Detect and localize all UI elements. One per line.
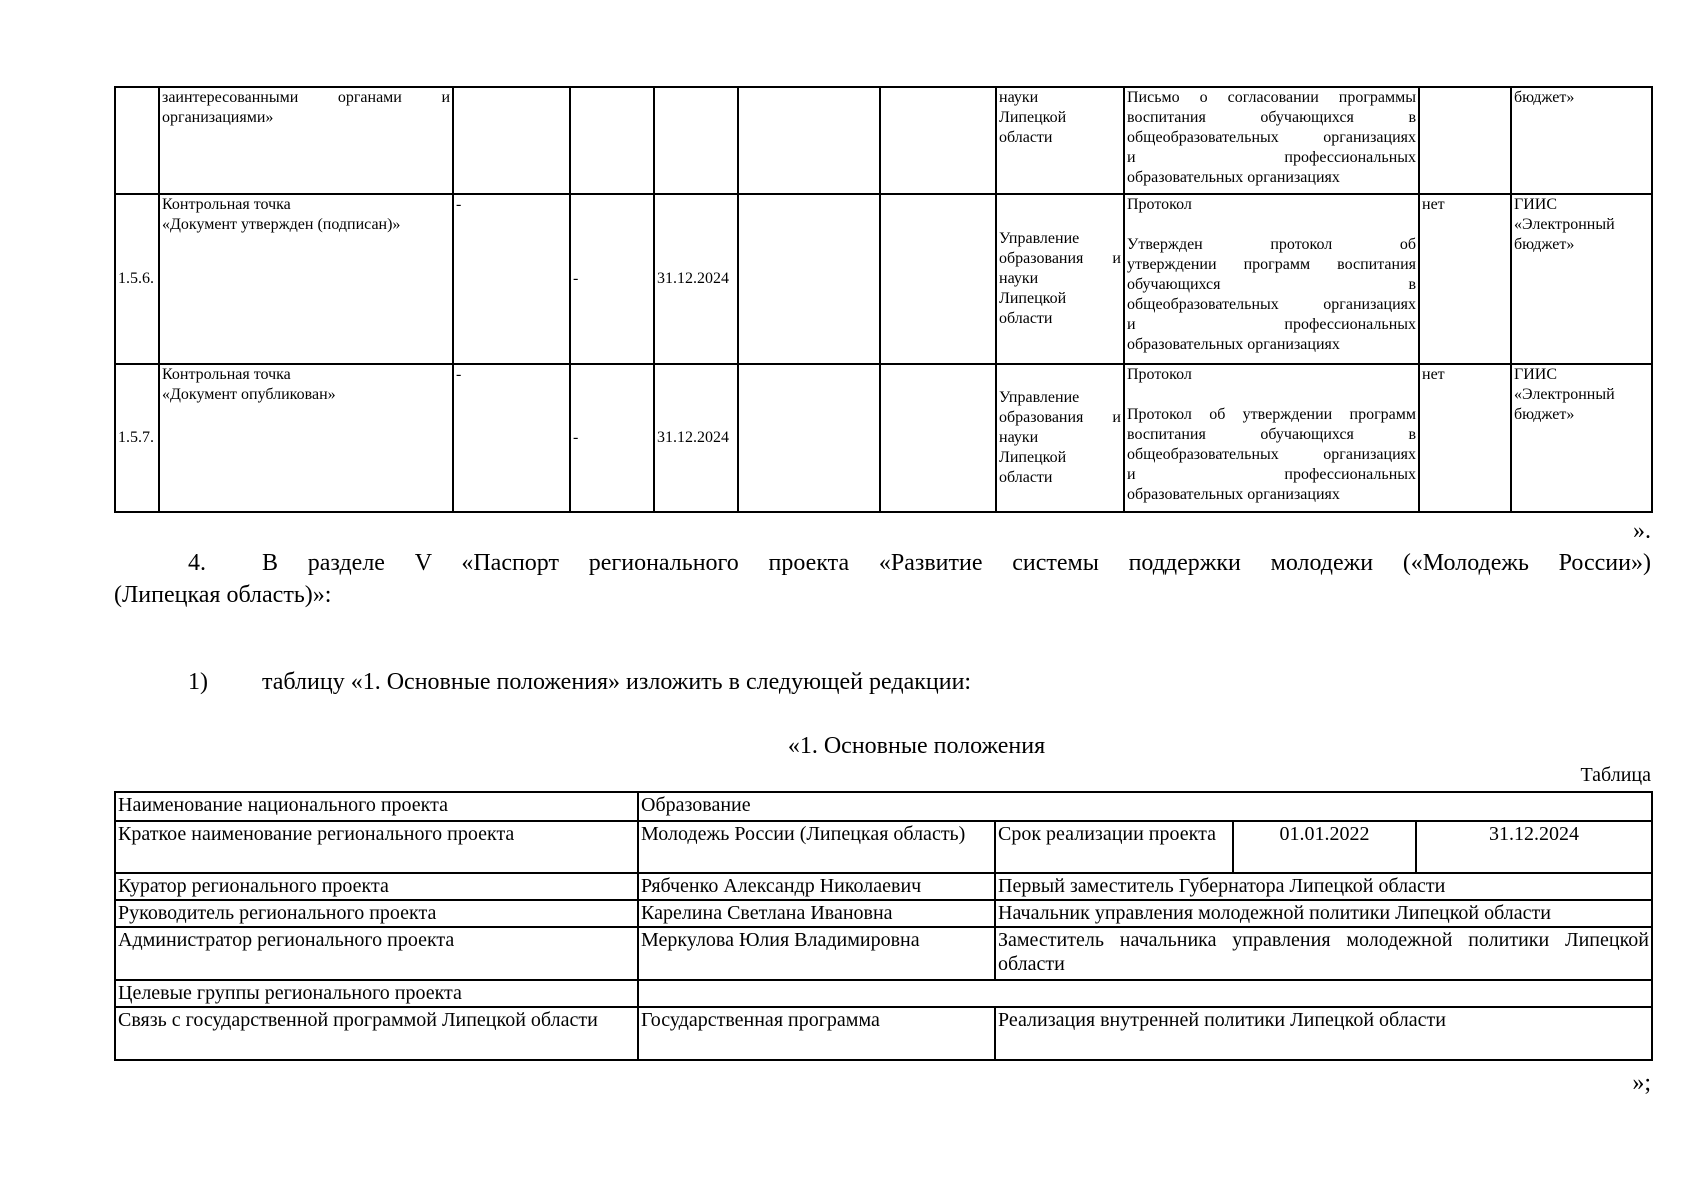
due-date: 31.12.2024 — [654, 364, 738, 512]
cell — [738, 194, 880, 364]
table-label: Таблица — [1580, 764, 1651, 786]
cell: - — [570, 194, 654, 364]
table-row — [115, 87, 1652, 194]
national-project-value: Образование — [638, 792, 1652, 821]
document-type: Протокол Утвержден протокол об утверждении программ воспитания обучающихся в общеобразовательных организациях и профессиональных образовательных организациях — [1124, 194, 1419, 364]
cell — [880, 87, 996, 194]
event-name: Контрольная точка «Документ утвержден (подписан)» — [159, 194, 453, 364]
target-groups-label: Целевые группы регионального проекта — [115, 980, 638, 1007]
event-name: Контрольная точка «Документ опубликован» — [159, 364, 453, 512]
info-system: бюджет» — [1511, 87, 1652, 194]
period-end: 31.12.2024 — [1416, 821, 1652, 873]
cell — [738, 87, 880, 194]
control-points-table — [114, 86, 1653, 513]
responsible: науки Липецкой области — [996, 87, 1124, 194]
table-row — [115, 792, 1652, 821]
program-type: Государственная программа — [638, 1007, 995, 1060]
target-groups-value — [638, 980, 1652, 1007]
main-positions-table — [114, 791, 1653, 1061]
cell: - — [453, 194, 570, 364]
due-date: 31.12.2024 — [654, 194, 738, 364]
closing-quote-2: »; — [1632, 1070, 1651, 1096]
closing-quote: ». — [1633, 518, 1651, 544]
program-label: Связь с государственной программой Липецкой области — [115, 1007, 638, 1060]
document-type: Письмо о согласовании программы воспитания обучающихся в общеобразовательных организациях и профессиональных образовательных организациях — [1124, 87, 1419, 194]
head-name: Карелина Светлана Ивановна — [638, 900, 995, 927]
approval-flag: нет — [1419, 364, 1511, 512]
table-row — [115, 900, 1652, 927]
cell — [880, 194, 996, 364]
period-label: Срок реализации проекта — [995, 821, 1233, 873]
info-system: ГИИС «Электронный бюджет» — [1511, 364, 1652, 512]
row-number: 1.5.7. — [115, 364, 159, 512]
row-number — [115, 87, 159, 194]
admin-position: Заместитель начальника управления молодежной политики Липецкой области — [995, 927, 1652, 980]
table-row — [115, 821, 1652, 873]
head-position: Начальник управления молодежной политики Липецкой области — [995, 900, 1652, 927]
item-1 — [188, 666, 971, 698]
event-name: заинтересованными органами и организациями» — [159, 87, 453, 194]
short-name-value: Молодежь России (Липецкая область) — [638, 821, 995, 873]
responsible: Управление образования и науки Липецкой области — [996, 364, 1124, 512]
short-name-label: Краткое наименование регионального проекта — [115, 821, 638, 873]
paragraph-number: 4. — [188, 550, 206, 576]
cell — [570, 87, 654, 194]
table-row — [115, 873, 1652, 900]
table-row — [115, 980, 1652, 1007]
item-number: 1) — [188, 669, 208, 695]
cell — [880, 364, 996, 512]
approval-flag: нет — [1419, 194, 1511, 364]
table-row — [115, 194, 1652, 364]
paragraph-4 — [114, 547, 1651, 611]
admin-label: Администратор регионального проекта — [115, 927, 638, 980]
table-row — [115, 364, 1652, 512]
cell — [1419, 87, 1511, 194]
paragraph-text-line1: В разделе V «Паспорт регионального проекта «Развитие системы поддержки молодежи («Молодежь России») — [262, 550, 1651, 576]
program-name: Реализация внутренней политики Липецкой области — [995, 1007, 1652, 1060]
cell: - — [570, 364, 654, 512]
period-start: 01.01.2022 — [1233, 821, 1416, 873]
national-project-label: Наименование национального проекта — [115, 792, 638, 821]
cell — [453, 87, 570, 194]
curator-position: Первый заместитель Губернатора Липецкой области — [995, 873, 1652, 900]
admin-name: Меркулова Юлия Владимировна — [638, 927, 995, 980]
responsible: Управление образования и науки Липецкой области — [996, 194, 1124, 364]
table-row — [115, 927, 1652, 980]
cell: - — [453, 364, 570, 512]
section-title: «1. Основные положения — [787, 733, 1046, 759]
item-text: таблицу «1. Основные положения» изложить в следующей редакции: — [262, 669, 972, 695]
info-system: ГИИС «Электронный бюджет» — [1511, 194, 1652, 364]
cell — [654, 87, 738, 194]
cell — [738, 364, 880, 512]
table-row — [115, 1007, 1652, 1060]
curator-name: Рябченко Александр Николаевич — [638, 873, 995, 900]
head-label: Руководитель регионального проекта — [115, 900, 638, 927]
paragraph-text-line2: (Липецкая область)»: — [114, 582, 332, 608]
document-type: Протокол Протокол об утверждении программ воспитания обучающихся в общеобразовательных организациях и профессиональных образовательных организациях — [1124, 364, 1419, 512]
curator-label: Куратор регионального проекта — [115, 873, 638, 900]
row-number: 1.5.6. — [115, 194, 159, 364]
